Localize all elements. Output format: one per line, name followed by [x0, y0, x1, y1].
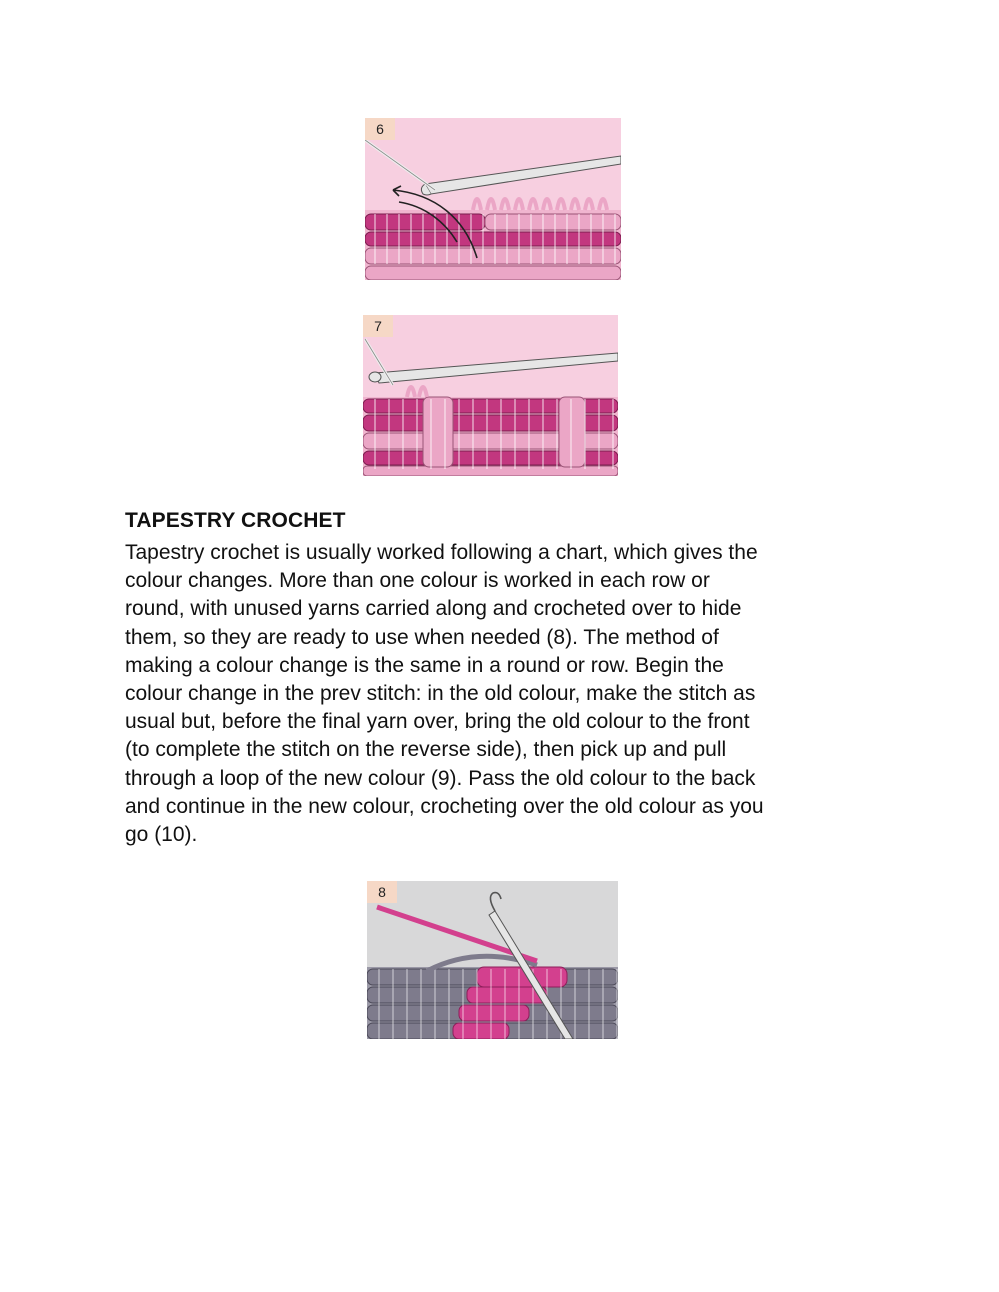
figure-number: 8 — [367, 881, 397, 903]
body-line: round, with unused yarns carried along and crocheted over to hide — [125, 597, 742, 621]
section-body — [125, 539, 885, 849]
tapestry-crochet-section — [125, 509, 885, 849]
body-line: making a colour change is the same in a round or row. Begin the — [125, 653, 724, 677]
body-line: usual but, before the final yarn over, bring the old colour to the front — [125, 710, 750, 734]
figure-8 — [367, 881, 618, 1039]
figure-number: 6 — [365, 118, 395, 140]
body-line: and continue in the new colour, crocheting over the old colour as you — [125, 794, 764, 818]
body-line: colour change in the prev stitch: in the old colour, make the stitch as — [125, 682, 756, 706]
body-line: go (10). — [125, 823, 198, 847]
figure-8-illustration — [367, 881, 618, 1039]
body-line: (to complete the stitch on the reverse side), then pick up and pull — [125, 738, 727, 762]
figure-7 — [363, 315, 618, 476]
figure-7-illustration — [363, 315, 618, 476]
body-line: through a loop of the new colour (9). Pass the old colour to the back — [125, 766, 756, 790]
figure-6 — [365, 118, 621, 280]
figure-number: 7 — [363, 315, 393, 337]
section-heading: TAPESTRY CROCHET — [125, 509, 346, 532]
body-line: them, so they are ready to use when needed (8). The method of — [125, 625, 719, 649]
body-line: Tapestry crochet is usually worked following a chart, which gives the — [125, 541, 758, 564]
figure-6-illustration — [365, 118, 621, 280]
body-line: colour changes. More than one colour is worked in each row or — [125, 569, 710, 593]
